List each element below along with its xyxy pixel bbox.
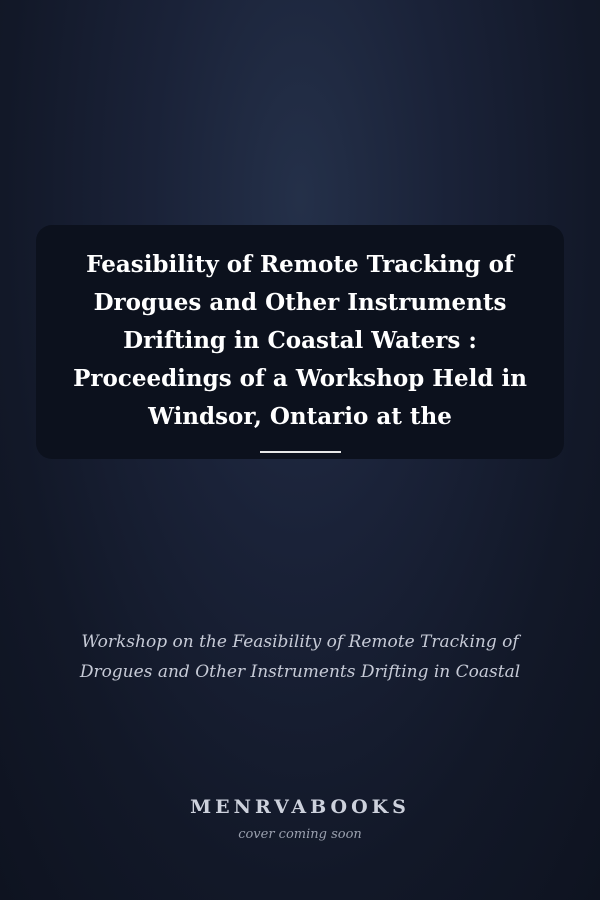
- book-subtitle-line: Drogues and Other Instruments Drifting in Coastal: [79, 662, 521, 682]
- book-title-line: Drifting in Coastal Waters :: [123, 327, 477, 354]
- book-subtitle: [0, 627, 600, 687]
- book-subtitle-line: Workshop on the Feasibility of Remote Tracking of: [81, 632, 519, 652]
- book-title: [0, 246, 600, 436]
- book-title-line: Windsor, Ontario at the: [148, 403, 452, 430]
- book-title-line: Drogues and Other Instruments: [93, 289, 507, 316]
- cover-status-tagline: cover coming soon: [238, 827, 362, 842]
- publisher-brand: MENRVABOOKS: [190, 796, 410, 818]
- title-divider: [260, 451, 341, 453]
- book-title-line: Feasibility of Remote Tracking of: [86, 251, 514, 278]
- book-title-line: Proceedings of a Workshop Held in: [73, 365, 527, 392]
